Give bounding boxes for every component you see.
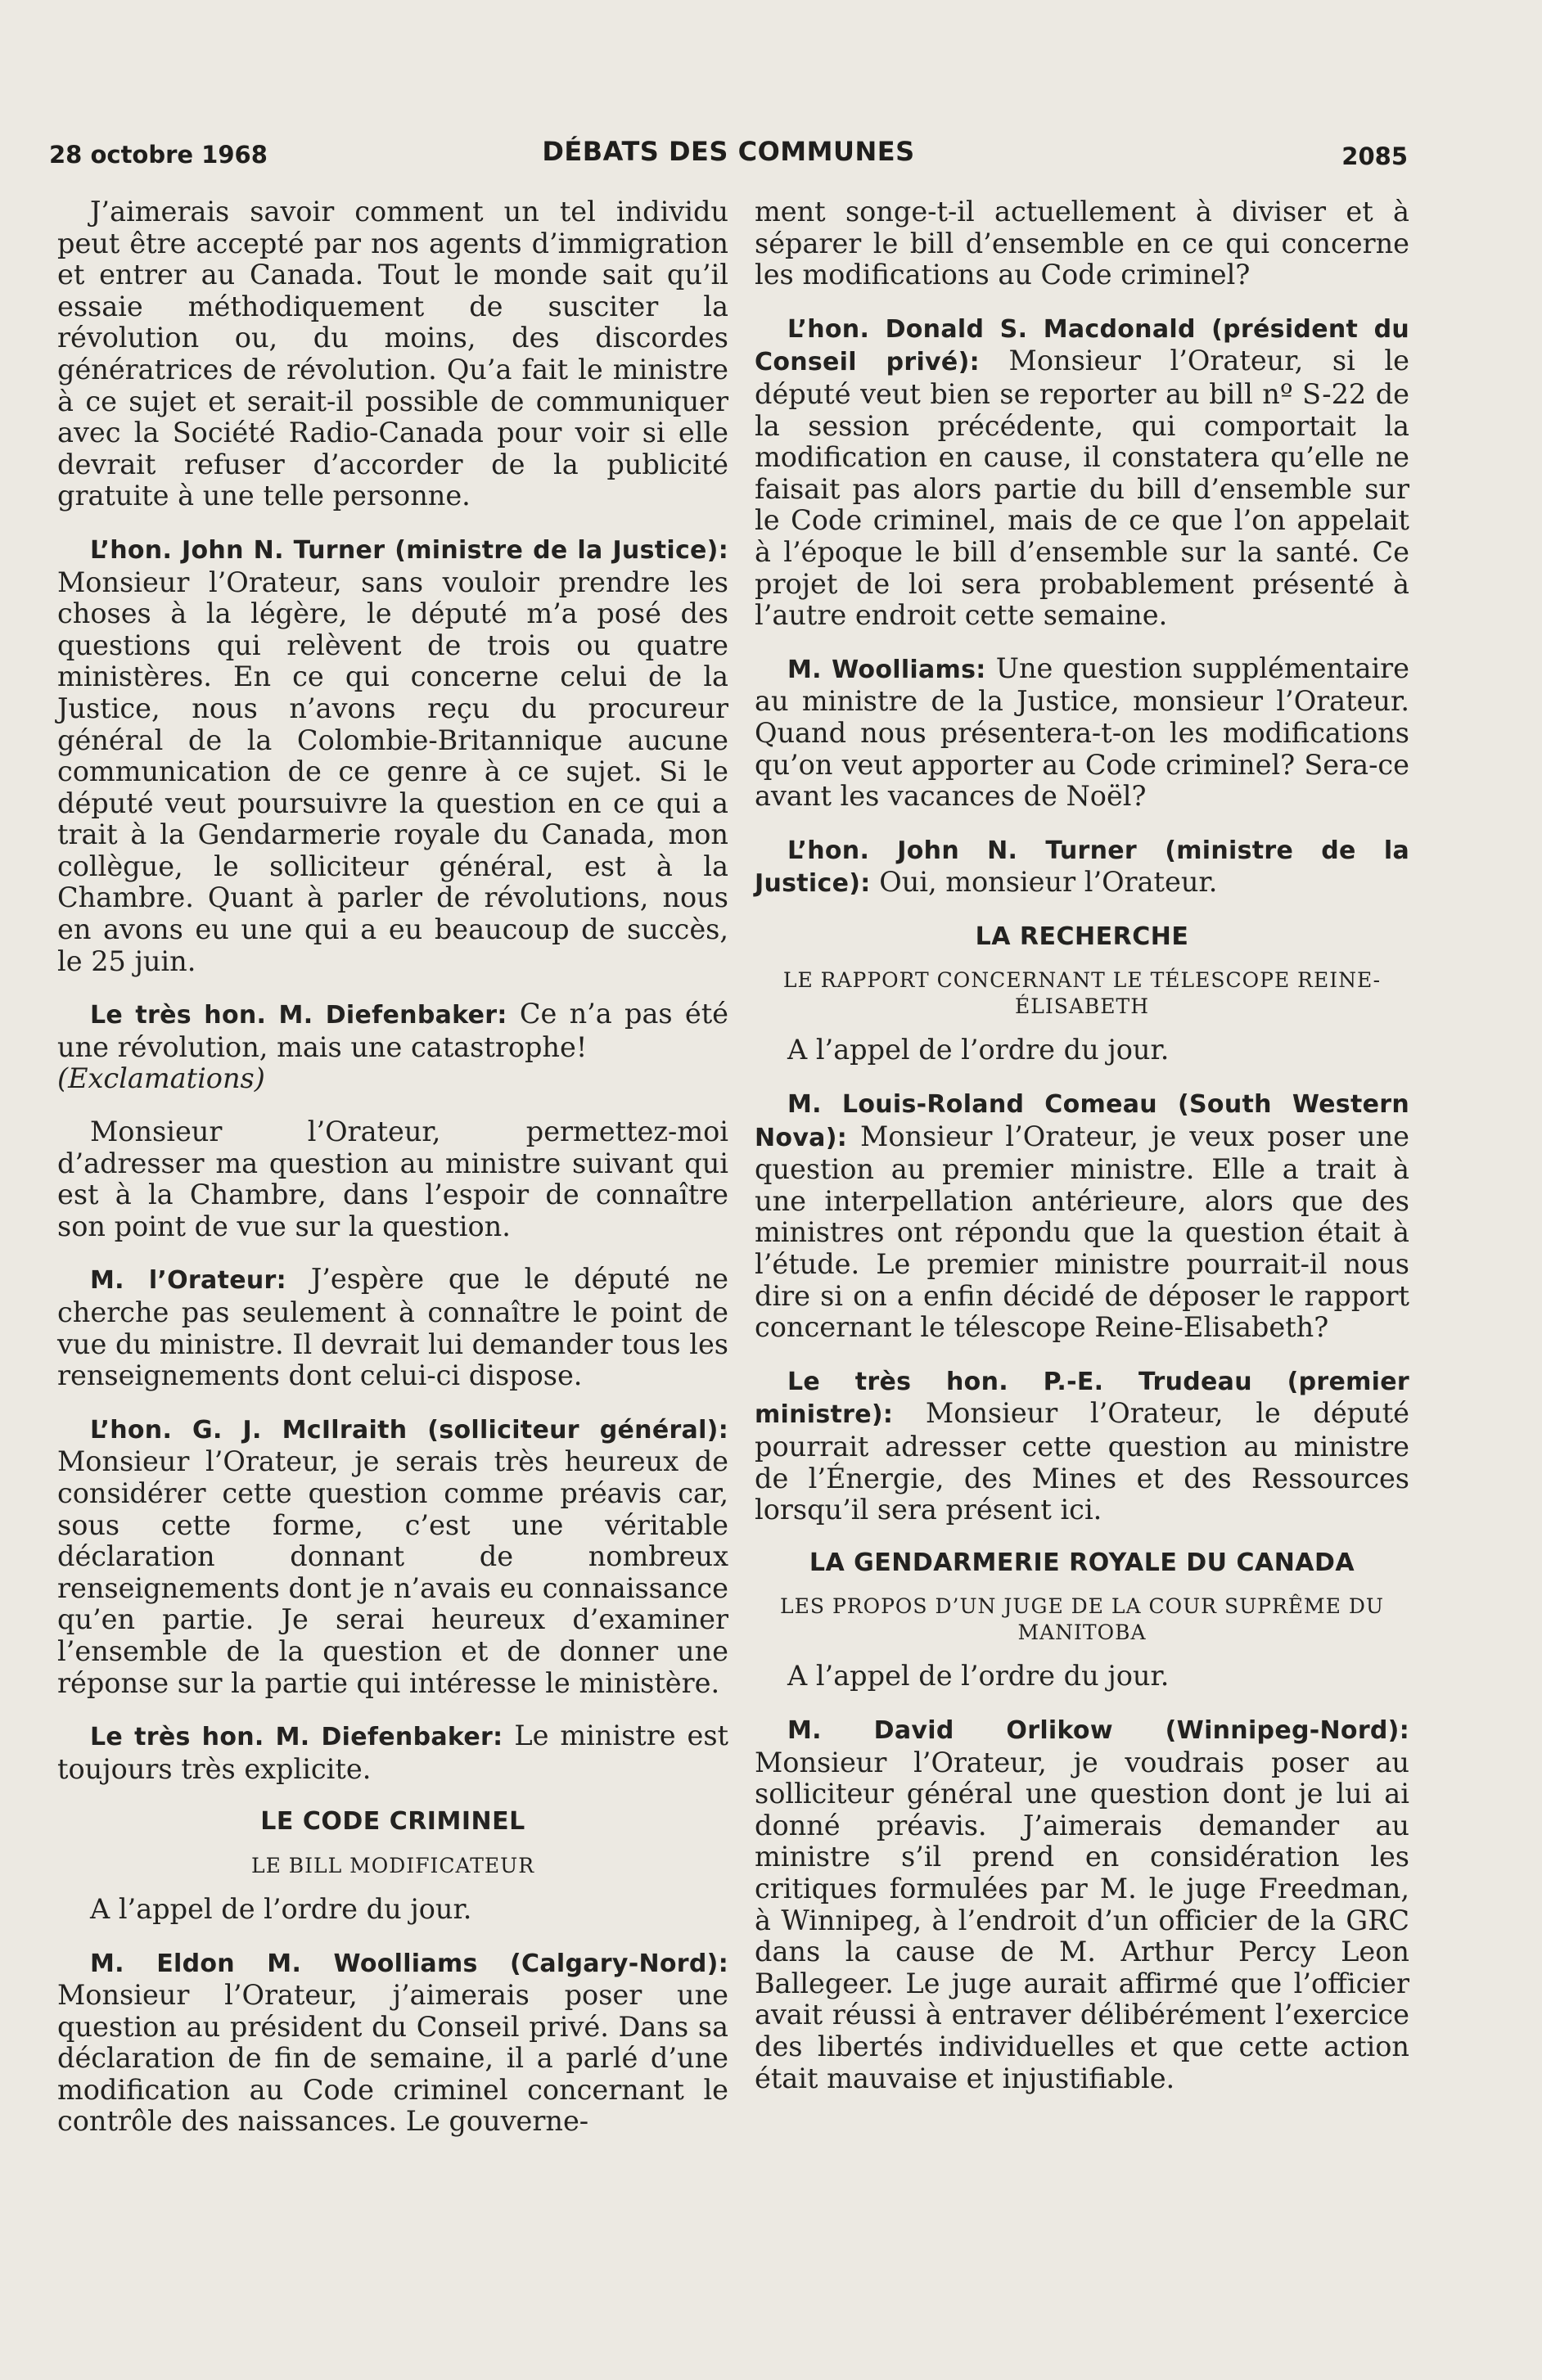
paragraph [755, 1714, 1409, 2094]
section-heading: LE CODE CRIMINEL [260, 1807, 525, 1837]
header-title: DÉBATS DES COMMUNES [542, 136, 915, 167]
speech-text: Le ministre est toujours très explicite. [57, 1720, 729, 1785]
section-subheading: LE RAPPORT CONCERNANT LE TÉLESCOPE REINE-ÉLISABETH [782, 968, 1382, 1019]
header-date: 28 octobre 1968 [49, 141, 268, 169]
speech-text: Monsieur l’Orateur, le député pourrait adresser cette question au ministre de l’Énergie, des Mines et des Ressources lorsqu’il sera présent ici. [755, 1397, 1409, 1526]
speaker-name: L’hon. Donald S. Macdonald (président du Conseil privé): [755, 314, 1409, 377]
speech-text: Oui, monsieur l’Orateur. [870, 866, 1218, 899]
speaker-name: Le très hon. P.-E. Trudeau (premier ministre): [755, 1367, 1409, 1430]
speaker-name: M. l’Orateur: [90, 1266, 286, 1296]
speaker-name: L’hon. G. J. McIlraith (solliciteur général): [90, 1415, 728, 1445]
paragraph [755, 313, 1409, 632]
paragraph: ment songe-t-il actuellement à diviser et à séparer le bill d’ensemble en ce qui concerne les modifications au Code criminel? [755, 196, 1409, 291]
paragraph [57, 998, 728, 1095]
speech-text: Une question supplémentaire au ministre de la Justice, monsieur l’Orateur. Quand nous présentera-t-on les modifications qu’on veut apporter au Code criminel? Sera-ce avant les vacances de Noël? [755, 651, 1409, 813]
paragraph [57, 534, 728, 977]
speaker-name: M. David Orlikow (Winnipeg-Nord): [787, 1715, 1409, 1745]
paragraph [57, 1264, 728, 1391]
speaker-name: L’hon. John N. Turner (ministre de la Justice): [90, 535, 728, 565]
paragraph [755, 653, 1409, 813]
paragraph: A l’appel de l’ordre du jour. [787, 1034, 1170, 1066]
speech-text: Monsieur l’Orateur, sans vouloir prendre les choses à la légère, le député m’a posé des questions qui relèvent de trois ou quatre ministères. En ce qui concerne celui de la Justice, nous n’avons reçu du procureur général de la Colombie-Britannique aucune communication de ce genre à ce sujet. Si le député veut poursuivre la question en ce qui a trait à la Gendarmerie royale du Canada, mon collègue, le solliciteur général, est à la Chambre. Quant à parler de révolutions, nous en avons eu une qui a eu beaucoup de succès, le 25 juin. [57, 566, 728, 977]
speaker-name: M. Eldon M. Woolliams (Calgary-Nord): [90, 1949, 728, 1978]
left-column [57, 196, 728, 2159]
speech-text: Monsieur l’Orateur, je voudrais poser au solliciteur général une question dont je lui ai donné préavis. J’aimerais demander au ministre s’il prend en considération les critiques formulées par M. le juge Freedman, à Winnipeg, à l’endroit d’un officier de la GRC dans la cause de M. Arthur Percy Leon Ballegeer. Le juge aurait affirmé que l’officier avait réussi à entraver délibérément l’exercice des libertés individuelles et que cette action était mauvaise et injustifiable. [755, 1746, 1409, 2094]
speaker-name: Le très hon. M. Diefenbaker: [90, 1723, 503, 1752]
paragraph: Monsieur l’Orateur, permettez-moi d’adresser ma question au ministre suivant qui est à la Chambre, dans l’espoir de connaître son point de vue sur la question. [57, 1116, 728, 1242]
paragraph [57, 1947, 728, 2139]
page-header [49, 131, 1408, 172]
right-column [755, 196, 1409, 2116]
speech-text: Monsieur l’Orateur, je veux poser une question au premier ministre. Elle a trait à une interpellation antérieure, alors que des ministres ont répondu que la question était à l’étude. Le premier ministre pourrait-il nous dire si on a enfin décidé de déposer le rapport concernant le télescope Reine-Elisabeth? [755, 1120, 1409, 1344]
header-page-number: 2085 [1341, 142, 1408, 170]
speaker-name: L’hon. John N. Turner (ministre de la Justice): [755, 836, 1409, 899]
speaker-name: M. Louis-Roland Comeau (South Western Nova): [755, 1090, 1409, 1152]
section-subheading: LE BILL MODIFICATEUR [250, 1853, 535, 1877]
speech-text: Ce n’a pas été une révolution, mais une catastrophe! [57, 998, 728, 1063]
speech-text: J’espère que le député ne cherche pas seulement à connaître le point de vue du ministre. Il devrait lui demander tous les renseignements dont celui-ci dispose. [57, 1263, 729, 1392]
section-heading: LA GENDARMERIE ROYALE DU CANADA [809, 1548, 1355, 1577]
speech-text: Monsieur l’Orateur, je serais très heureux de considérer cette question comme préavis car, sous cette forme, c’est une véritable déclaration donnant de nombreux renseignements dont je n’avais eu connaissance qu’en partie. Je serai heureux d’examiner l’ensemble de la question et de donner une réponse sur la partie qui intéresse le ministère. [57, 1445, 728, 1699]
speaker-name: M. Woolliams: [787, 655, 986, 684]
paragraph: J’aimerais savoir comment un tel individu peut être accepté par nos agents d’immigration et entrer au Canada. Tout le monde sait qu’il essaie méthodiquement de susciter la révolution ou, du moins, des discordes génératrices de révolution. Qu’a fait le ministre à ce sujet et serait-il possible de communiquer avec la Société Radio-Canada pour voir si elle devrait refuser d’accorder de la publicité gratuite à une telle personne. [57, 196, 728, 512]
paragraph: A l’appel de l’ordre du jour. [787, 1660, 1170, 1693]
speech-text: Monsieur l’Orateur, si le député veut bien se reporter au bill nº S-22 de la session précédente, qui comportait la modification en cause, il constatera qu’elle ne faisait pas alors partie du bill d’ensemble sur le Code criminel, mais de ce que l’on appelait à l’époque le bill d’ensemble sur la santé. Ce projet de loi sera probablement présenté à l’autre endroit cette semaine. [755, 345, 1409, 632]
speaker-name: Le très hon. M. Diefenbaker: [90, 1001, 507, 1030]
paragraph [57, 1720, 728, 1785]
paragraph [755, 1365, 1409, 1526]
paragraph [57, 1413, 728, 1699]
section-subheading: LES PROPOS D’UN JUGE DE LA COUR SUPRÊME DU MANITOBA [780, 1594, 1384, 1645]
speech-text: Monsieur l’Orateur, j’aimerais poser une question au président du Conseil privé. Dans sa déclaration de fin de semaine, il a parlé d’une modification au Code criminel concernant le contrôle des naissances. Le gouverne- [57, 1979, 728, 2138]
paragraph [755, 834, 1409, 900]
paragraph [755, 1088, 1409, 1344]
paragraph: A l’appel de l’ordre du jour. [90, 1892, 472, 1925]
stage-direction: (Exclamations) [57, 1062, 265, 1095]
section-heading: LA RECHERCHE [975, 922, 1189, 951]
